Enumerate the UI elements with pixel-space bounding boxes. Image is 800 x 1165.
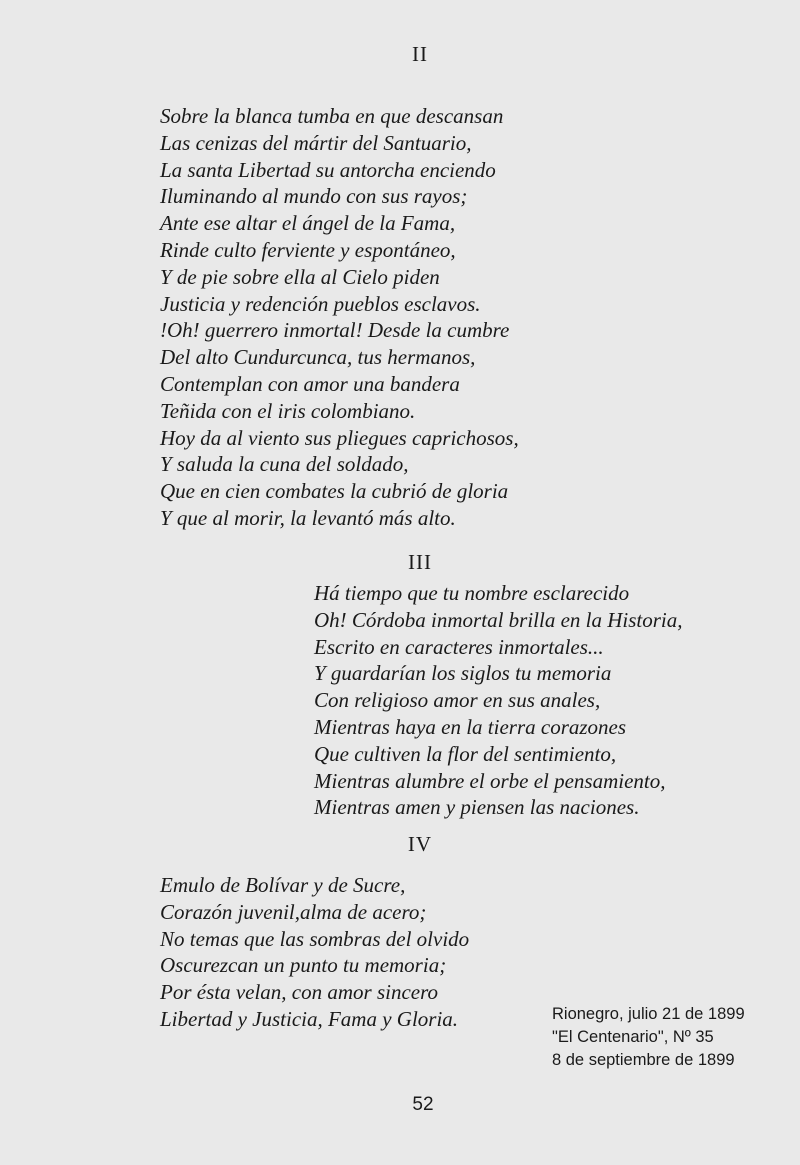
verse-line: Há tiempo que tu nombre esclarecido [314,581,630,605]
verse-line: Que cultiven la flor del sentimiento, [314,741,617,766]
verse-line: Con religioso amor en sus anales, [314,688,601,713]
source-note [552,1003,745,1072]
verse-line: Escrito en caracteres inmortales... [314,634,604,659]
verse-line: Mientras haya en la tierra corazones [314,714,627,739]
section-heading-ii: II [412,42,428,66]
verse-line: Mientras alumbre el orbe el pensamiento, [314,768,666,793]
verse-line: Contemplan con amor una bandera [160,371,460,396]
verse-line: Y guardarían los siglos tu memoria [314,661,612,686]
verse-line: Emulo de Bolívar y de Sucre, [160,873,406,897]
verse-line: !Oh! guerrero inmortal! Desde la cumbre [160,318,510,343]
stanza-iv [160,872,469,1033]
verse-line: Y que al morir, la levantó más alto. [160,505,456,530]
verse-line: Teñida con el iris colombiano. [160,398,416,423]
verse-line: La santa Libertad su antorcha enciendo [160,157,496,182]
verse-line: Ante ese altar el ángel de la Fama, [160,211,456,236]
page-number: 52 [412,1094,434,1115]
verse-line: Sobre la blanca tumba en que descansan [160,104,504,128]
verse-line: Mientras amen y piensen las naciones. [314,795,640,820]
verse-line: Libertad y Justicia, Fama y Gloria. [160,1006,459,1031]
verse-line: Y saluda la cuna del soldado, [160,452,409,477]
verse-line: Rinde culto ferviente y espontáneo, [160,237,456,262]
verse-line: Las cenizas del mártir del Santuario, [160,130,472,155]
section-heading-iii: III [408,550,432,574]
verse-line: Corazón juvenil,alma de acero; [160,899,427,924]
verse-line: Que en cien combates la cubrió de gloria [160,479,509,504]
verse-line: Oscurezcan un punto tu memoria; [160,953,447,978]
stanza-iii [314,580,683,821]
source-note-date: Rionegro, julio 21 de 1899 [552,1005,745,1023]
stanza-ii [160,103,519,532]
verse-line: Justicia y redención pueblos esclavos. [160,291,481,316]
verse-line: No temas que las sombras del olvido [160,926,470,951]
verse-line: Iluminando al mundo con sus rayos; [160,184,468,209]
verse-line: Oh! Córdoba inmortal brilla en la Historia, [314,607,683,632]
section-heading-iv: IV [407,832,433,856]
verse-line: Hoy da al viento sus pliegues caprichosos, [160,425,519,450]
verse-line: Por ésta velan, con amor sincero [160,980,439,1005]
source-note-issue-date: 8 de septiembre de 1899 [552,1051,735,1069]
source-note-publication: "El Centenario", Nº 35 [552,1028,714,1046]
verse-line: Y de pie sobre ella al Cielo piden [160,264,440,289]
verse-line: Del alto Cundurcunca, tus hermanos, [160,345,476,370]
